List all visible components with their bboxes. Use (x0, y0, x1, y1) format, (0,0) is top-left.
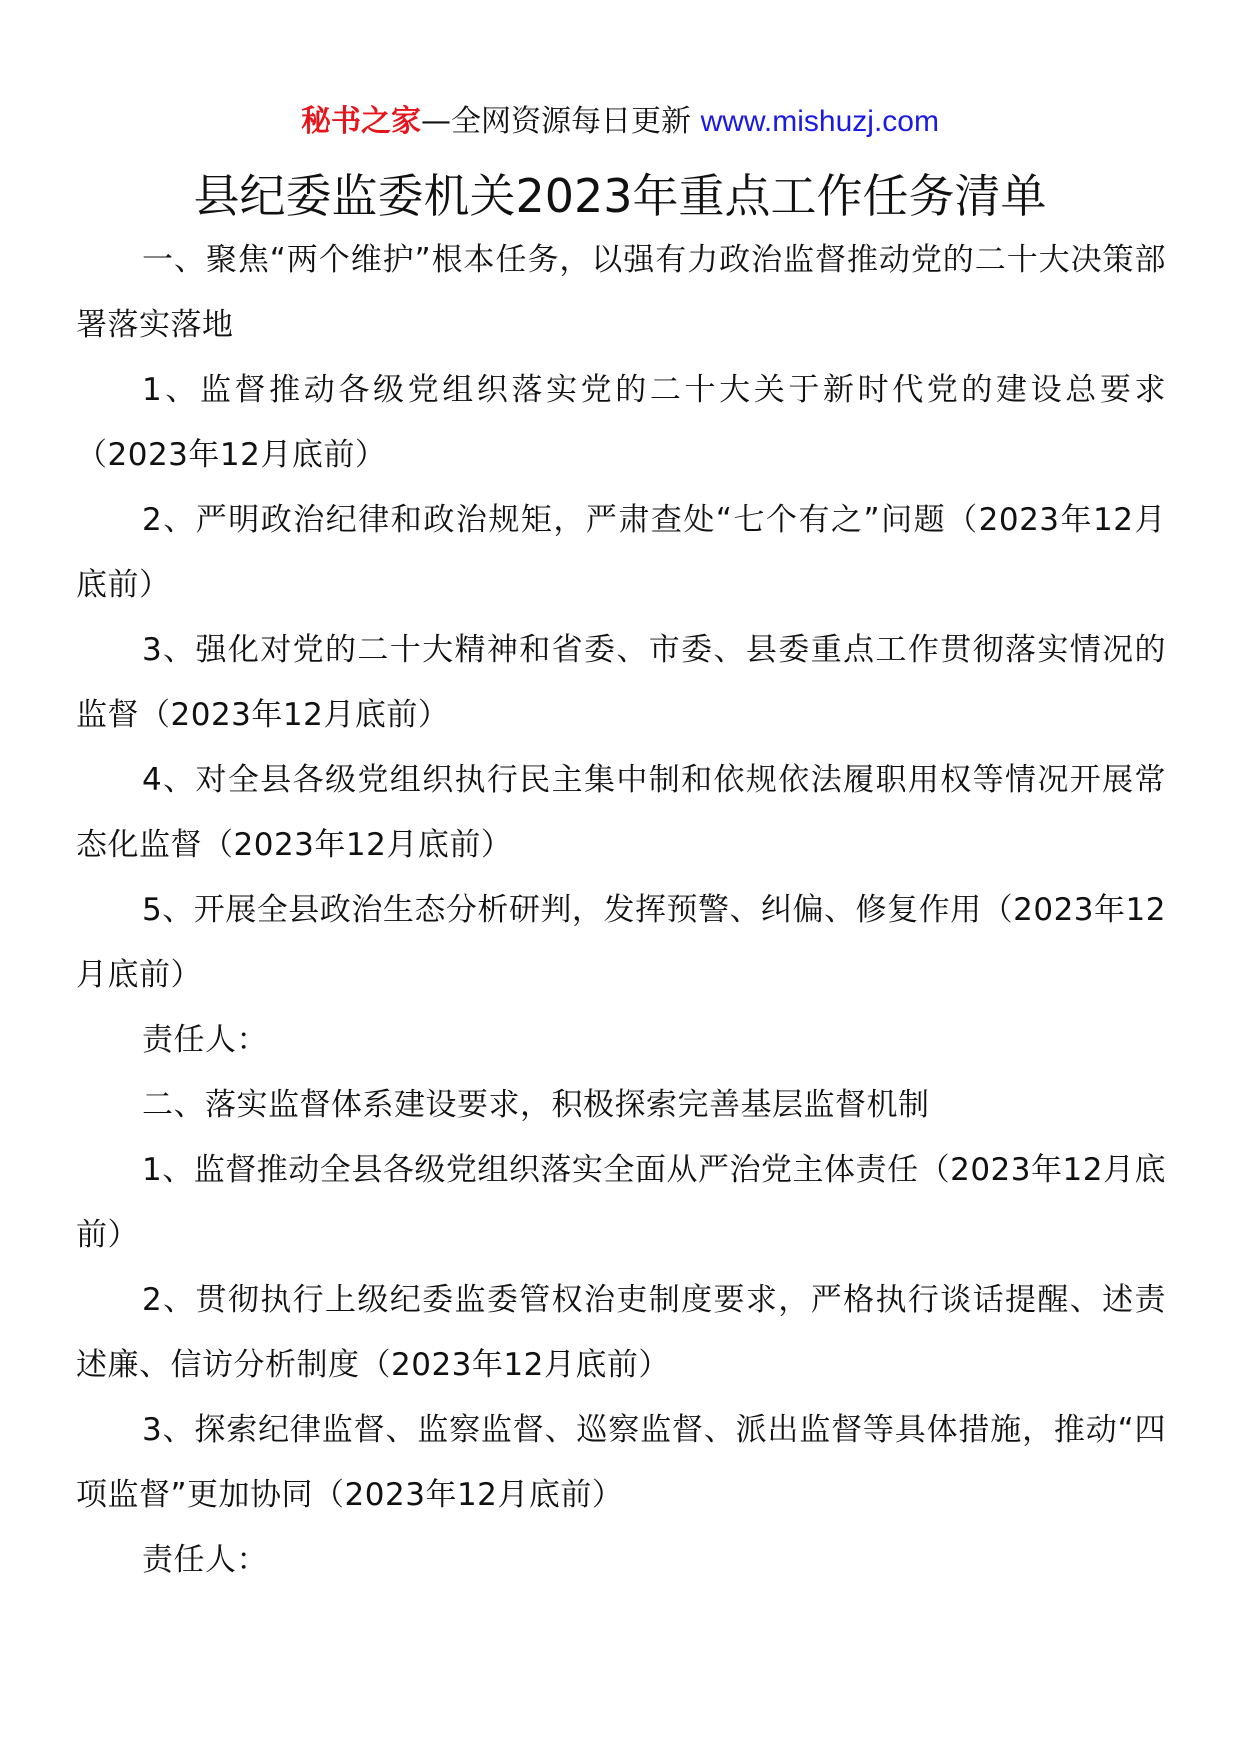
task-item: 1、监督推动各级党组织落实党的二十大关于新时代党的建设总要求（2023年12月底前） (76, 372, 1166, 473)
site-url-link[interactable]: www.mishuzj.com (700, 105, 939, 138)
document-body (76, 228, 1166, 1593)
section-heading-2: 二、落实监督体系建设要求，积极探索完善基层监督机制 (142, 1087, 930, 1123)
document-title: 县纪委监委机关2023年重点工作任务清单 (193, 169, 1047, 223)
task-item: 2、贯彻执行上级纪委监委管权治吏制度要求，严格执行谈话提醒、述责述廉、信访分析制度（2023年12月底前） (76, 1282, 1166, 1383)
task-item: 3、探索纪律监督、监察监督、巡察监督、派出监督等具体措施，推动“四项监督”更加协同（2023年12月底前） (76, 1412, 1166, 1513)
responsible-person-label: 责任人： (142, 1542, 268, 1578)
brand-name: 秘书之家 (301, 104, 422, 139)
task-item: 1、监督推动全县各级党组织落实全面从严治党主体责任（2023年12月底前） (76, 1152, 1166, 1253)
section-heading-1: 一、聚焦“两个维护”根本任务，以强有力政治监督推动党的二十大决策部署落实落地 (76, 242, 1166, 343)
responsible-person-label: 责任人： (142, 1022, 268, 1058)
task-item: 5、开展全县政治生态分析研判，发挥预警、纠偏、修复作用（2023年12月底前） (76, 892, 1166, 993)
header-tagline: —全网资源每日更新 (421, 104, 692, 139)
task-item: 4、对全县各级党组织执行民主集中制和依规依法履职用权等情况开展常态化监督（2023年12月底前） (76, 762, 1166, 863)
task-item: 2、严明政治纪律和政治规矩，严肃查处“七个有之”问题（2023年12月底前） (76, 502, 1166, 603)
task-item: 3、强化对党的二十大精神和省委、市委、县委重点工作贯彻落实情况的监督（2023年12月底前） (76, 632, 1166, 733)
site-header (0, 100, 1240, 144)
